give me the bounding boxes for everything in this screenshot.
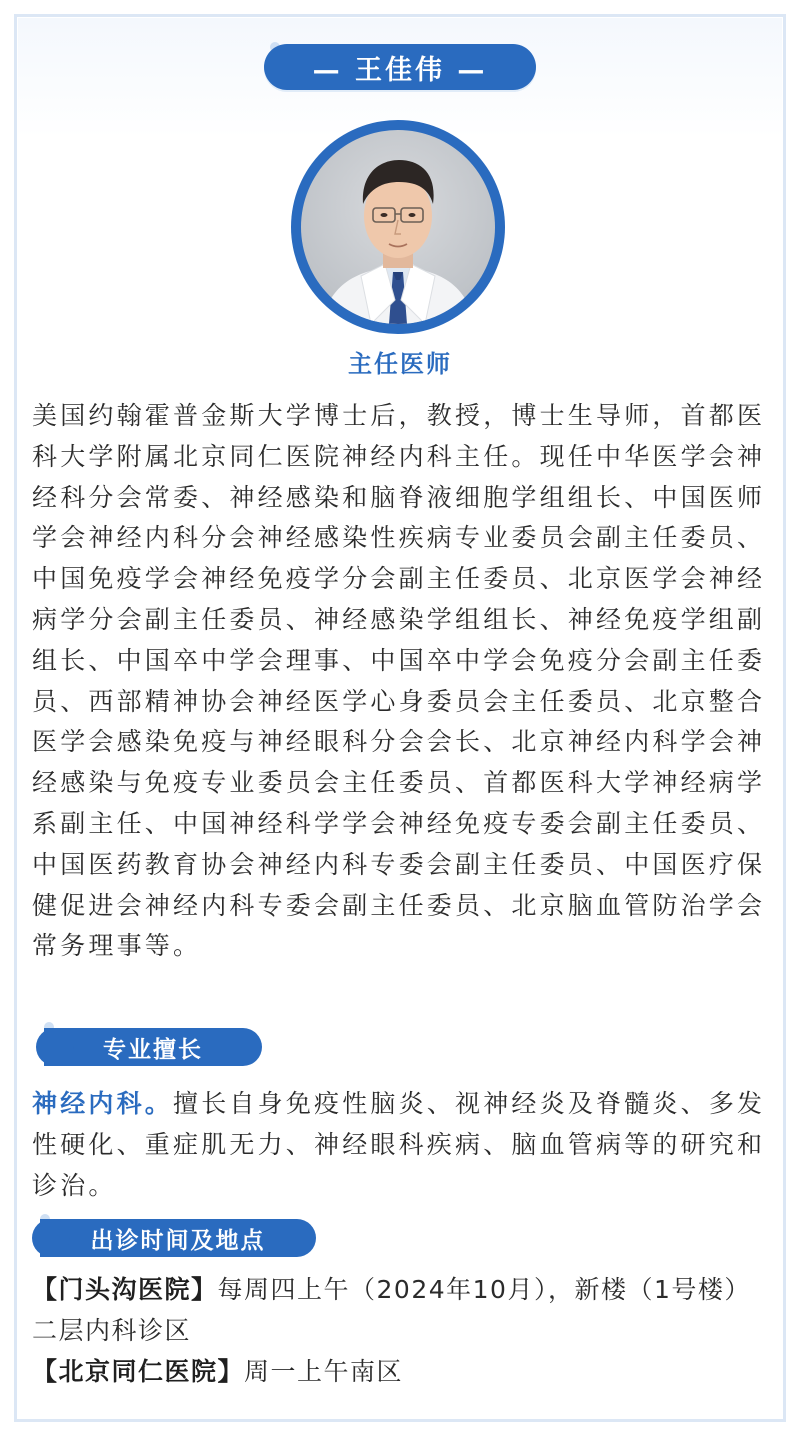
schedule-entry — [32, 1270, 772, 1352]
doctor-portrait — [301, 130, 495, 324]
portrait-frame — [291, 120, 505, 334]
specialty-heading-label: 专业擅长 — [103, 1036, 203, 1063]
schedule-heading-label: 出诊时间及地点 — [90, 1227, 266, 1254]
schedule-detail: 每周四上午（2024年10月），新楼（1号楼）二层内科诊区 — [32, 1275, 751, 1345]
specialty-text — [32, 1084, 772, 1206]
schedule-heading — [40, 1219, 316, 1257]
specialty-description: 擅长自身免疫性脑炎、视神经炎及脊髓炎、多发性硬化、重症肌无力、神经眼科疾病、脑血管病等的研究和诊治。 — [32, 1089, 766, 1200]
schedule-detail: 周一上午南区 — [244, 1356, 404, 1386]
doctor-title: 主任医师 — [348, 350, 452, 378]
schedule-entry — [32, 1352, 772, 1393]
specialty-heading — [44, 1028, 262, 1066]
specialty-field: 神经内科。 — [32, 1089, 174, 1118]
schedule-hospital: 【门头沟医院】 — [32, 1275, 218, 1304]
portrait-illustration — [301, 130, 495, 324]
schedule-hospital: 【北京同仁医院】 — [32, 1356, 245, 1386]
doctor-bio: 美国约翰霍普金斯大学博士后，教授，博士生导师，首都医科大学附属北京同仁医院神经内科主任。现任中华医学会神经科分会常委、神经感染和脑脊液细胞学组组长、中国医师学会神经内科分会神经感染性疾病专业委员会副主任委员、中国免疫学会神经免疫学分会副主任委员、北京医学会神经病学分会副主任委员、神经感染学组组长、神经免疫学组副组长、中国卒中学会理事、中国卒中学会免疫分会副主任委员、西部精神协会神经医学心身委员会主任委员、北京整合医学会感染免疫与神经眼科分会会长、北京神经内科学会神经感染与免疫专业委员会主任委员、首都医科大学神经病学系副主任、中国神经科学学会神经免疫专委会副主任委员、中国医药教育协会神经内科专委会副主任委员、中国医疗保健促进会神经内科专委会副主任委员、北京脑血管防治学会常务理事等。 — [32, 401, 766, 961]
doctor-name-banner: — 王佳伟 — — [264, 44, 536, 90]
schedule-list — [32, 1270, 772, 1392]
